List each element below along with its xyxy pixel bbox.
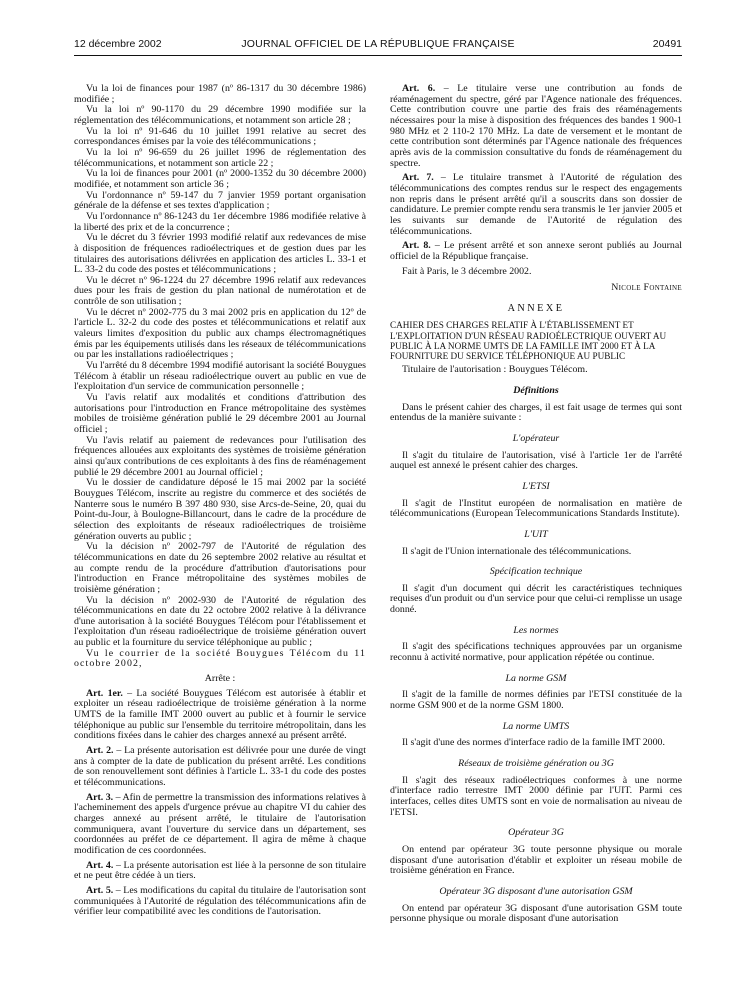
article-label: Art. 1er. (86, 687, 123, 699)
definition-term: La norme GSM (505, 672, 567, 684)
visa-paragraph: Vu la loi nº 90-1170 du 29 décembre 1990 modifiée sur la réglementation des télécommunications, et notamment son article 28 ; (74, 104, 366, 126)
visa-paragraph: Vu le décret nº 2002-775 du 3 mai 2002 pris en application du 12º de l'article L. 32-2 du code des postes et télécommunications et relatif aux valeurs limites d'exposition du public aux champs électromagnétiques émis par les équipements utilisés dans les réseaux de télécommunications ou par les installations radioélectriques ; (74, 306, 366, 361)
article-3 (74, 793, 366, 857)
definition-term: Spécification technique (489, 566, 583, 578)
visa-paragraph: Vu la loi nº 96-659 du 26 juillet 1996 de réglementation des télécommunications, et notamment son article 22 ; (74, 146, 366, 169)
cahier-title: CAHIER DES CHARGES RELATIF À L'ÉTABLISSEMENT ET L'EXPLOITATION D'UN RÉSEAU RADIOÉLECTRIQUE OUVERT AU PUBLIC À LA NORME UMTS DE LA FAMILLE IMT 2000 ET À LA FOURNITURE DU SERVICE TÉLÉPHONIQUE AU PUBLIC (390, 320, 667, 362)
definition-text: Il s'agit de la famille de normes définies par l'ETSI constituée de la norme GSM 900 et de la norme GSM 1800. (390, 689, 682, 712)
visa-paragraph: Vu la décision nº 2002-930 de l'Autorité de régulation des télécommunications en date du 22 octobre 2002 relative à la délivrance d'une autorisation à la société Bouygues Télécom pour l'établissement et l'exploitation d'un réseau radioélectrique de troisième génération ouvert au public et la fourniture du service téléphonique au public ; (74, 594, 366, 649)
visa-paragraph: Vu la décision nº 2002-797 de l'Autorité de régulation des télécommunications en date du 26 septembre 2002 relative au résultat et au compte rendu de la procédure d'attribution d'autorisations pour l'introduction en France métropolitaine des systèmes mobiles de troisième génération ; (74, 541, 366, 595)
visa-paragraph: Vu le décret nº 96-1224 du 27 décembre 1996 relatif aux redevances dues pour les frais de gestion du plan national de numérotation et de contrôle de son utilisation ; (74, 274, 366, 308)
definition-term: La norme UMTS (502, 720, 570, 732)
visa-paragraph: Vu l'avis relatif aux modalités et conditions d'attribution des autorisations pour l'introduction en France métropolitaine des systèmes mobiles de troisième génération publié le 29 décembre 2001 au Journal officiel ; (74, 392, 366, 435)
visa-paragraph: Vu l'ordonnance nº 59-147 du 7 janvier 1959 portant organisation générale de la défense et ses textes d'application ; (74, 189, 366, 212)
article-label: Art. 4. (86, 859, 114, 871)
titulaire-line: Titulaire de l'autorisation : Bouygues Télécom. (402, 364, 588, 376)
article-text: – La société Bouygues Télécom est autorisée à établir et exploiter un réseau radioélectrique de troisième génération à la norme UMTS de la famille IMT 2000 ouvert au public et à fournir le service téléphonique au public sur l'ensemble du territoire métropolitain, dans les conditions fixées dans le cahier des charges annexé au présent arrêté. (74, 687, 366, 742)
header-journal-title: JOURNAL OFFICIEL DE LA RÉPUBLIQUE FRANÇAISE (241, 38, 515, 50)
article-label: Art. 3. (86, 791, 114, 803)
left-column (74, 84, 366, 984)
definition-text: On entend par opérateur 3G toute personne physique ou morale disposant d'une autorisation d'établir et exploiter un réseau mobile de troisième génération en France. (390, 843, 682, 877)
visa-paragraph: Vu le courrier de la société Bouygues Télécom du 11 octobre 2002, (74, 647, 366, 670)
page-header (74, 38, 682, 54)
visa-paragraph: Vu l'arrêté du 8 décembre 1994 modifié autorisant la société Bouygues Télécom à établir un réseau radioélectrique ouvert au public en vue de l'exploitation d'un service de communication personnelle ; (74, 360, 366, 393)
definition-term: L'ETSI (522, 480, 550, 492)
definition-term: L'opérateur (512, 432, 560, 444)
annexe-title: ANNEXE (507, 302, 565, 314)
header-rule (74, 55, 682, 56)
article-text: – Les modifications du capital du titulaire de l'autorisation sont communiquées à l'Autorité de régulation des télécommunications afin de vérifier leur compatibilité avec les conditions de l'autorisation. (74, 884, 366, 918)
definition-term: Les normes (513, 624, 559, 636)
arrete-heading: Arrête : (204, 673, 236, 685)
article-label: Art. 2. (86, 745, 114, 757)
definition-text: Il s'agit d'une des normes d'interface radio de la famille IMT 2000. (402, 737, 665, 749)
definition-text: Il s'agit du titulaire de l'autorisation, visé à l'article 1er de l'arrêté auquel est annexé le présent cahier des charges. (390, 449, 682, 472)
visa-paragraph: Vu l'ordonnance nº 86-1243 du 1er décembre 1986 modifiée relative à la liberté des prix et de la concurrence ; (74, 210, 366, 233)
article-2 (74, 746, 366, 789)
definition-term: Réseaux de troisième génération ou 3G (458, 758, 614, 770)
visa-paragraph: Vu le dossier de candidature déposé le 15 mai 2002 par la société Bouygues Télécom, inscrite au registre du commerce et des sociétés de Nanterre sous le numéro B 397 480 930, sise Arcs-de-Seine, 20, quai du Point-du-Jour, à Boulogne-Billancourt, dans le cadre de la procédure de sélection des exploitants de réseaux radioélectriques de troisième génération ouverts au public ; (74, 477, 366, 542)
signature: Nicole Fontaine (611, 282, 682, 294)
visa-paragraph: Vu la loi de finances pour 2001 (nº 2000-1352 du 30 décembre 2000) modifiée, et notamment son article 36 ; (74, 168, 366, 190)
article-6 (390, 84, 682, 169)
header-page-number: 20491 (652, 38, 682, 50)
article-1 (74, 689, 366, 742)
visa-paragraph: Vu la loi nº 91-646 du 10 juillet 1991 relative au secret des correspondances émises par la voie des télécommunications ; (74, 125, 366, 148)
definition-term: Opérateur 3G disposant d'une autorisation GSM (439, 885, 633, 897)
article-4 (74, 861, 366, 882)
article-8 (390, 241, 682, 262)
article-text: – Le présent arrêté et son annexe seront publiés au Journal officiel de la République française. (390, 240, 682, 262)
article-text: – La présente autorisation est délivrée pour une durée de vingt ans à compter de la date de publication du présent arrêté. Les conditions de son renouvellement sont définies à l'article L. 33-1 du code des postes et télécommunications. (74, 745, 366, 788)
article-7 (390, 173, 682, 237)
definition-text: Il s'agit de l'Institut européen de normalisation en matière de télécommunications (European Telecommunications Standards Institute). (390, 497, 682, 520)
article-text: – Afin de permettre la transmission des informations relatives à l'acheminement des appels d'urgence prévue au chapitre VI du cahier des charges annexé au présent arrêté, le titulaire de l'autorisation communiquera, avant l'ouverture du service dans un département, ses coordonnées au préfet de ce département. Il agira de même à chaque modification de ces coordonnées. (74, 791, 366, 856)
article-label: Art. 5. (86, 884, 114, 896)
article-5 (74, 886, 366, 918)
article-label: Art. 7. (402, 172, 434, 184)
right-column (390, 84, 682, 984)
definition-term: L'UIT (524, 528, 548, 540)
definition-text: Il s'agit de l'Union internationale des télécommunications. (402, 545, 632, 557)
fait-a-paris: Fait à Paris, le 3 décembre 2002. (402, 265, 532, 277)
header-date: 12 décembre 2002 (74, 38, 162, 50)
article-text: – La présente autorisation est liée à la personne de son titulaire et ne peut être cédée à un tiers. (74, 859, 366, 882)
definitions-intro: Dans le présent cahier des charges, il est fait usage de termes qui sont entendus de la manière suivante : (390, 401, 682, 424)
article-text: – Le titulaire verse une contribution au fonds de réaménagement du spectre, géré par l'Agence nationale des fréquences. Cette contribution couvre une partie des frais des réaménagements nécessaires pour la mise à disposition des fréquences des bandes 1 900-1 980 MHz et 2 110-2 170 MHz. La date de versement et le montant de cette contribution sont déterminés par l'Agence nationale des fréquences après avis de la commission consultative du fonds de réaménagement du spectre. (390, 84, 682, 169)
article-label: Art. 8. (402, 240, 431, 252)
visa-paragraph: Vu la loi de finances pour 1987 (nº 86-1317 du 30 décembre 1986) modifiée ; (74, 84, 366, 105)
definition-text: Il s'agit des spécifications techniques approuvées par un organisme reconnu à activité normative, pour application répétée ou continue. (390, 641, 682, 664)
definitions-heading: Définitions (513, 384, 559, 396)
visa-paragraph: Vu l'avis relatif au paiement de redevances pour l'utilisation des fréquences allouées aux exploitants des systèmes de troisième génération ainsi qu'aux contributions de ces exploitants à des fins de réaménagement publié le 29 décembre 2001 au Journal officiel ; (74, 434, 366, 478)
article-text: – Le titulaire transmet à l'Autorité de régulation des télécommunications des comptes rendus sur le respect des engagements non repris dans le présent arrêté qu'il a souscrits dans son dossier de candidature. Le premier compte rendu sera transmis le 1er janvier 2005 et les suivants sur demande de l'Autorité de régulation des télécommunications. (390, 172, 682, 237)
definition-text: On entend par opérateur 3G disposant d'une autorisation GSM toute personne physique ou morale disposant d'une autorisation (390, 902, 682, 925)
visa-paragraph: Vu le décret du 3 février 1993 modifié relatif aux redevances de mise à disposition de fréquences radioélectriques et de gestion dues par les titulaires des autorisations délivrées en application des articles L. 33-1 et L. 33-2 du code des postes et télécommunications ; (74, 232, 366, 276)
article-label: Art. 6. (402, 84, 436, 94)
definition-term: Opérateur 3G (508, 827, 564, 839)
definition-text: Il s'agit des réseaux radioélectriques conformes à une norme d'interface radio terrestre IMT 2000 définie par l'UIT. Parmi ces interfaces, celles dites UMTS sont en voie de normalisation au niveau de l'ETSI. (390, 774, 682, 818)
definition-text: Il s'agit d'un document qui décrit les caractéristiques techniques requises d'un produit ou d'un service pour que celui-ci remplisse un usage donné. (390, 582, 682, 616)
